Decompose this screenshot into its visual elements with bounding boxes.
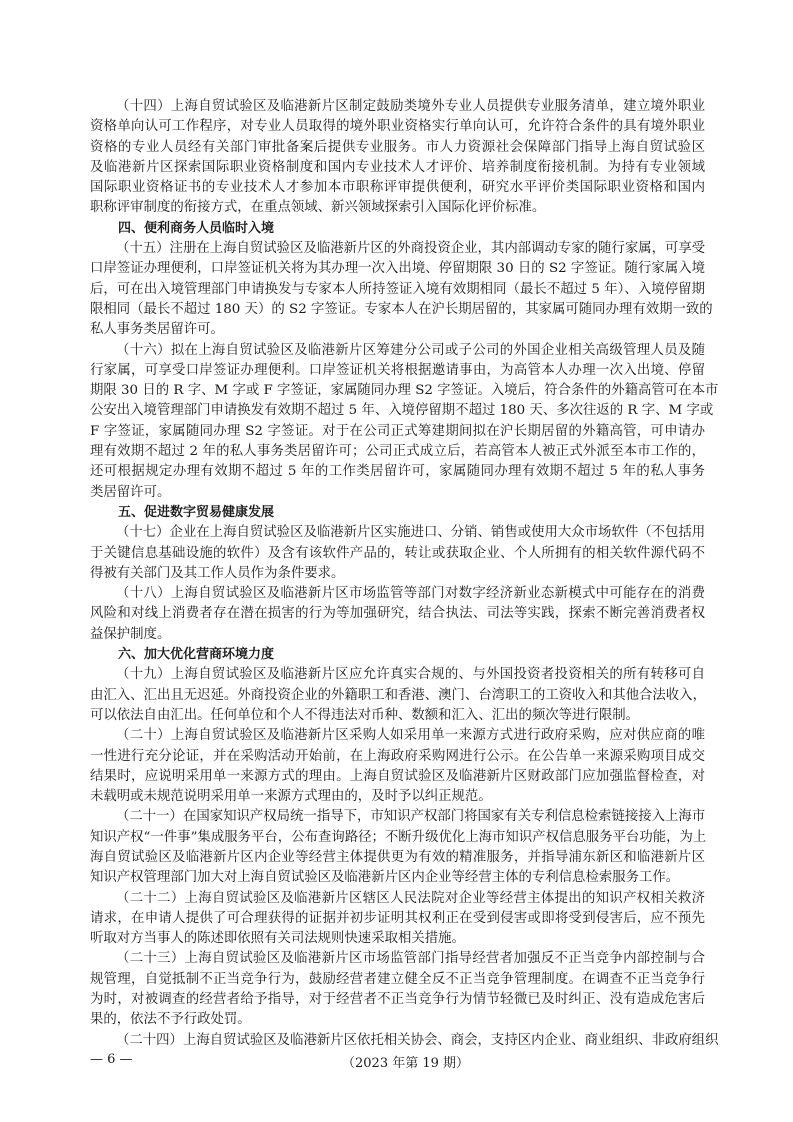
text-line: 期限 30 日的 R 字、M 字或 F 字签证，家属随同办理 S2 字签证。入境后，符合条件的外籍高管可在本市 bbox=[90, 383, 719, 399]
text-line: （二十二）上海自贸试验区及临港新片区辖区人民法院对企业等经营主体提出的知识产权相关救济 bbox=[116, 890, 705, 906]
text-line: （二十三）上海自贸试验区及临港新片区市场监管部门指导经营者加强反不正当竞争内部控制与合 bbox=[116, 951, 705, 967]
paragraph bbox=[90, 1031, 719, 1051]
text-line: 资格单向认可工作程序，对专业人员取得的境外职业资格实行单向认可，允许符合条件的具有境外职业 bbox=[90, 119, 705, 135]
text-line: 后，可在出入境管理部门申请换发与专家本人所持签证入境有效期相同（最长不超过 5 年）、入境停留期 bbox=[90, 281, 705, 297]
text-line: 结果时，应说明采用单一来源方式的理由。上海自贸试验区及临港新片区财政部门应加强监督检查，对 bbox=[90, 768, 705, 784]
text-line: 风险和对线上消费者存在潜在损害的行为等加强研究，结合执法、司法等实践，探索不断完善消费者权 bbox=[90, 606, 705, 622]
text-line: 类居留许可。 bbox=[90, 484, 171, 500]
paragraph bbox=[90, 239, 713, 340]
page-number: — 6 — bbox=[90, 1052, 133, 1067]
text-line: （十八）上海自贸试验区及临港新片区市场监管等部门对数字经济新业态新模式中可能存在的消费 bbox=[116, 586, 705, 602]
text-line: （十七）企业在上海自贸试验区及临港新片区实施进口、分销、销售或使用大众市场软件（不包括用 bbox=[116, 525, 706, 541]
text-line: 私人事务类居留许可。 bbox=[90, 322, 224, 338]
text-line: （二十四）上海自贸试验区及临港新片区依托相关协会、商会，支持区内企业、商业组织、非政府组织 bbox=[116, 1032, 719, 1048]
section-heading bbox=[90, 503, 705, 523]
text-line: 及临港新片区探索国际职业资格制度和国内专业技术人才评价、培养制度衔接机制。为持有专业领域 bbox=[90, 159, 705, 175]
text-line: 听取对方当事人的陈述即依照有关司法规则快速采取相关措施。 bbox=[90, 931, 465, 947]
text-line: 限相同（最长不超过 180 天）的 S2 字签证。专家本人在沪长期居留的，其家属可随同办理有效期一致的 bbox=[90, 301, 713, 317]
text-line: 行家属，可享受口岸签证办理便利。口岸签证机关将根据邀请事由，为高管本人办理一次入出境、停留 bbox=[90, 362, 705, 378]
text-line: 公安出入境管理部门申请换发有效期不超过 5 年、入境停留期不超过 180 天、多次往返的 R 字、M 字或 bbox=[90, 403, 714, 419]
text-line: 可以依法自由汇出。任何单位和个人不得违法对币种、数额和汇入、汇出的频次等进行限制。 bbox=[90, 707, 640, 723]
text-line: 规管理，自觉抵制不正当竞争行为，鼓励经营者建立健全反不正当竞争管理制度。在调查不正当竞争行 bbox=[90, 971, 705, 987]
page-footer bbox=[90, 1052, 705, 1072]
text-line: 知识产权“一件事”集成服务平台，公布查询路径；不断升级优化上海市知识产权信息服务平台功能，为上 bbox=[90, 829, 707, 845]
text-line: （二十一）在国家知识产权局统一指导下，市知识产权部门将国家有关专利信息检索链接接入上海市 bbox=[116, 809, 706, 825]
text-line: 一性进行充分论证，并在采购活动开始前，在上海政府采购网进行公示。在公告单一来源采购项目成交 bbox=[90, 748, 705, 764]
text-line: 益保护制度。 bbox=[90, 626, 171, 642]
text-line: 请求，在申请人提供了可合理获得的证据并初步证明其权利正在受到侵害或即将受到侵害后，应不预先 bbox=[90, 910, 705, 926]
text-line: 得被有关部门及其工作人员作为条件要求。 bbox=[90, 565, 345, 581]
text-line: （十四）上海自贸试验区及临港新片区制定鼓励类境外专业人员提供专业服务清单，建立境外职业 bbox=[116, 99, 705, 114]
text-line: 果的，依法不予行政处罚。 bbox=[90, 1012, 251, 1028]
text-line: 资格的专业人员经有关部门审批备案后提供专业服务。市人力资源社会保障部门指导上海自贸试验区 bbox=[90, 139, 705, 155]
text-line: 国际职业资格证书的专业技术人才参加本市职称评审提供便利，研究水平评价类国际职业资格和国内 bbox=[90, 180, 705, 196]
text-line: 于关键信息基础设施的软件）及含有该软件产品的，转让或获取企业、个人所拥有的相关软件源代码不 bbox=[90, 545, 705, 561]
text-line: 五、促进数字贸易健康发展 bbox=[118, 504, 275, 520]
paragraph bbox=[90, 584, 705, 645]
text-line: 知识产权管理部门加大对上海自贸试验区及临港新片区内企业等经营主体的专利信息检索服务工作。 bbox=[90, 870, 680, 886]
section-heading bbox=[90, 645, 705, 665]
text-line: 口岸签证办理便利，口岸签证机关将为其办理一次入出境、停留期限 30 日的 S2 字签证。随行家属入境 bbox=[90, 261, 705, 277]
text-line: （十九）上海自贸试验区及临港新片区应允许真实合规的、与外国投资者投资相关的所有转移可自 bbox=[116, 667, 705, 683]
text-line: （二十）上海自贸试验区及临港新片区采购人如采用单一来源方式进行政府采购，应对供应商的唯 bbox=[116, 728, 705, 744]
text-line: 还可根据规定办理有效期不超过 5 年的工作类居留许可，家属随同办理有效期不超过 5 年的私人事务 bbox=[90, 464, 705, 480]
paragraph bbox=[90, 523, 705, 584]
text-line: 四、便利商务人员临时入境 bbox=[118, 220, 275, 236]
paragraph bbox=[90, 889, 705, 950]
section-heading bbox=[90, 219, 705, 239]
text-line: 职称评审制度的衔接方式，在重点领域、新兴领域探索引入国际化评价标准。 bbox=[90, 200, 546, 216]
text-line: （十五）注册在上海自贸试验区及临港新片区的外商投资企业，其内部调动专家的随行家属，可享受 bbox=[116, 241, 706, 257]
text-line: （十六）拟在上海自贸试验区及临港新片区筹建分公司或子公司的外国企业相关高级管理人员及随 bbox=[116, 342, 705, 358]
paragraph bbox=[90, 949, 705, 1030]
text-line: 海自贸试验区及临港新片区内企业等经营主体提供更为有效的精准服务，并指导浦东新区和临港新片区 bbox=[90, 849, 705, 865]
issue-label: （2023 年第 19 期） bbox=[342, 1056, 470, 1071]
paragraph bbox=[90, 97, 705, 219]
text-line: 理有效期不超过 2 年的私人事务类居留许可；公司正式成立后，若高管本人被正式外派至本市工作的， bbox=[90, 444, 705, 460]
text-line: 六、加大优化营商环境力度 bbox=[118, 647, 275, 663]
text-line: 未载明或未规范说明采用单一来源方式理由的，及时予以纠正规范。 bbox=[90, 789, 492, 805]
paragraph bbox=[90, 807, 705, 888]
paragraph bbox=[90, 341, 719, 503]
paragraph bbox=[90, 726, 705, 807]
text-line: 由汇入、汇出且无迟延。外商投资企业的外籍职工和香港、澳门、台湾职工的工资收入和其他合法收入， bbox=[90, 687, 706, 703]
document-body bbox=[90, 97, 719, 1051]
text-line: 为时，对被调查的经营者给予指导，对于经营者不正当竞争行为情节轻微已及时纠正、没有造成危害后 bbox=[90, 992, 705, 1008]
paragraph bbox=[90, 665, 705, 726]
text-line: F 字签证，家属随同办理 S2 字签证。对于在公司正式筹建期间拟在沪长期居留的外籍高管，可申请办 bbox=[90, 423, 705, 439]
